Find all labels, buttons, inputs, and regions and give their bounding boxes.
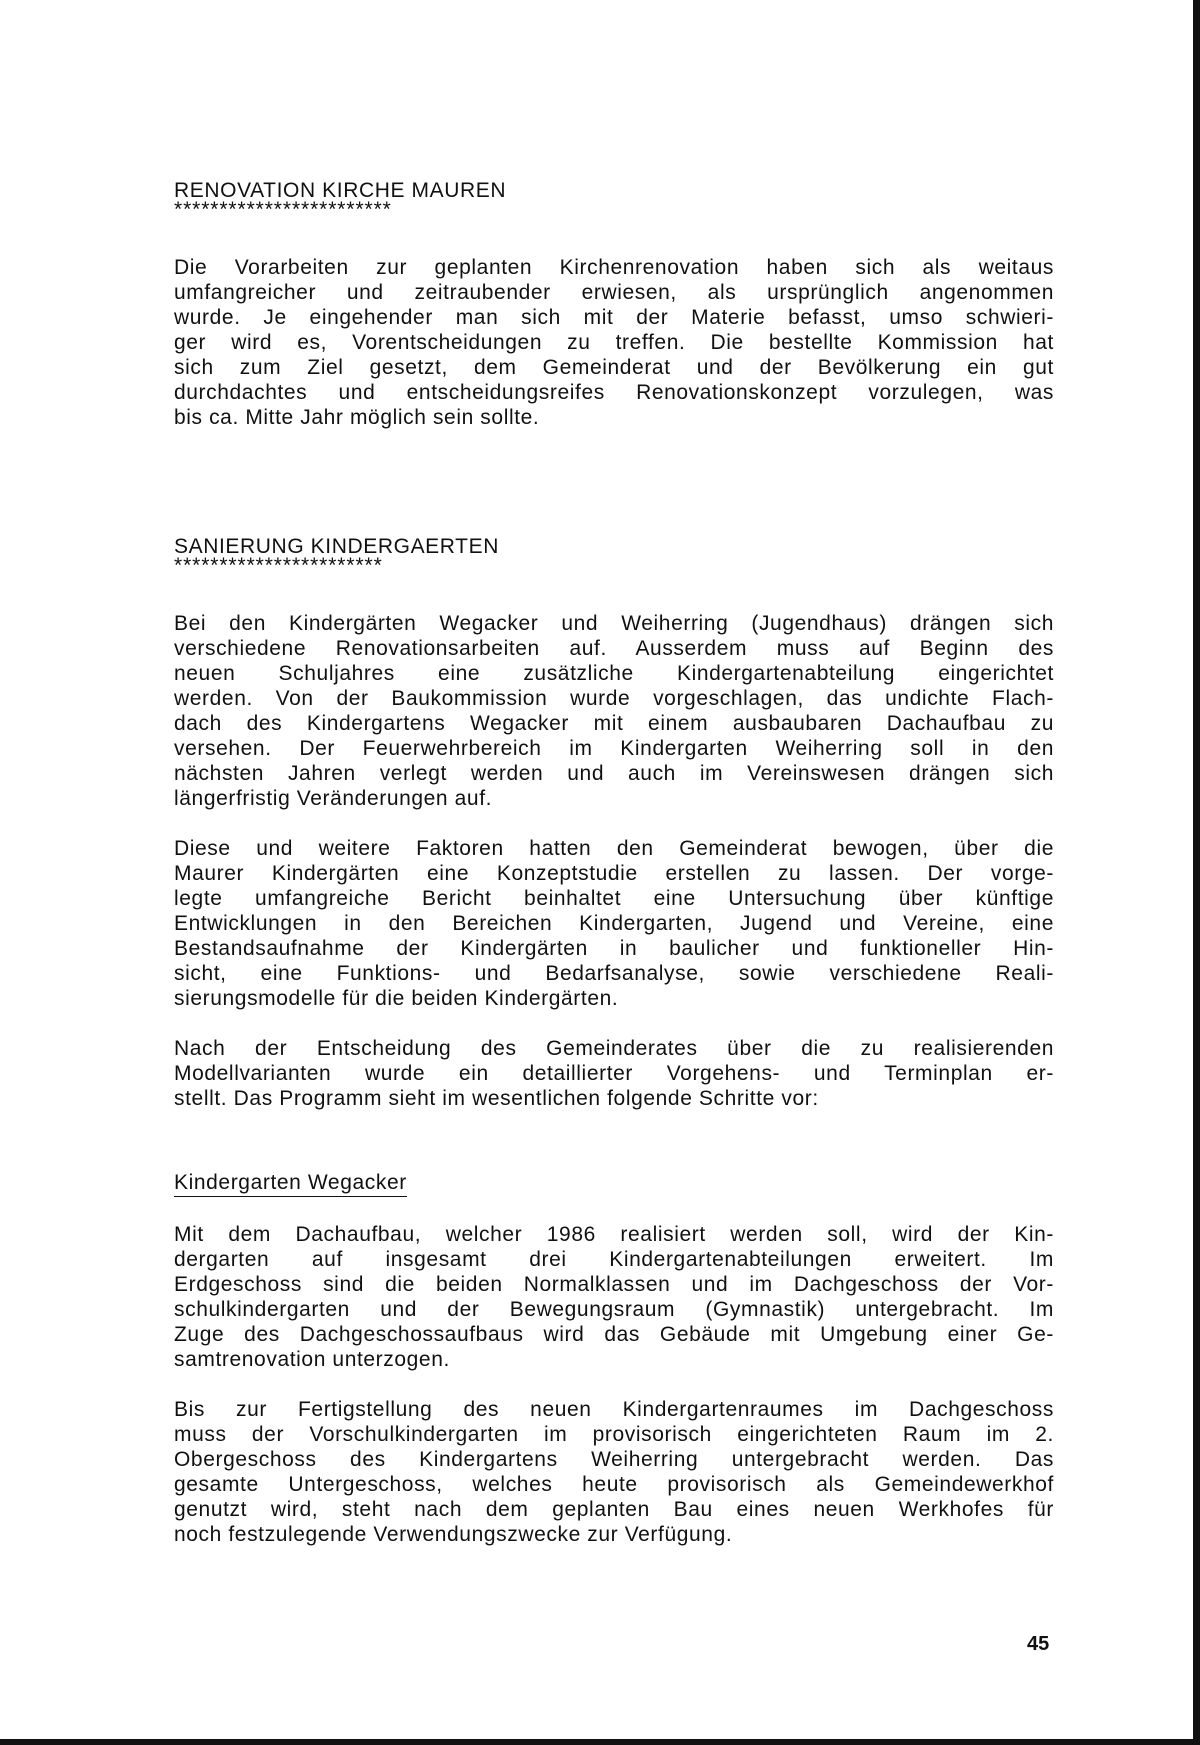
text-line: Nach der Entscheidung des Gemeinderates über die zu realisierenden (174, 1037, 1054, 1060)
text-line: Mit dem Dachaufbau, welcher 1986 realisiert werden soll, wird der Kin- (174, 1223, 1054, 1246)
text-line: Bei den Kindergärten Wegacker und Weiherring (Jugendhaus) drängen sich (174, 612, 1054, 635)
text-line: nächsten Jahren verlegt werden und auch im Vereinswesen drängen sich (174, 762, 1054, 785)
text-line: verschiedene Renovationsarbeiten auf. Ausserdem muss auf Beginn des (174, 637, 1054, 660)
text-line: bis ca. Mitte Jahr möglich sein sollte. (174, 406, 540, 429)
text-line: Zuge des Dachgeschossaufbaus wird das Gebäude mit Umgebung einer Ge- (174, 1323, 1054, 1346)
text-line: noch festzulegende Verwendungszwecke zur Verfügung. (174, 1523, 733, 1546)
paragraph (174, 1036, 1054, 1111)
text-line: wurde. Je eingehender man sich mit der Materie befasst, umso schwieri- (174, 306, 1054, 329)
paragraph (174, 836, 1054, 1011)
document-body (174, 178, 1054, 1547)
title-underline-stars: ************************ (174, 198, 392, 221)
text-line: Modellvarianten wurde ein detaillierter Vorgehens- und Terminplan er- (174, 1062, 1054, 1085)
text-line: gesamte Untergeschoss, welches heute provisorisch als Gemeindewerkhof (174, 1473, 1054, 1496)
text-line: umfangreicher und zeitraubender erwiesen, als ursprünglich angenommen (174, 281, 1054, 304)
section-sanierung-kindergaerten (174, 534, 1054, 1111)
text-line: Maurer Kindergärten eine Konzeptstudie erstellen zu lassen. Der vorge- (174, 862, 1054, 885)
text-line: stellt. Das Programm sieht im wesentlichen folgende Schritte vor: (174, 1087, 819, 1110)
text-line: dach des Kindergartens Wegacker mit einem ausbaubaren Dachaufbau zu (174, 712, 1054, 735)
text-line: werden. Von der Baukommission wurde vorgeschlagen, das undichte Flach- (174, 687, 1054, 710)
text-line: schulkindergarten und der Bewegungsraum (Gymnastik) untergebracht. Im (174, 1298, 1054, 1321)
text-line: Bis zur Fertigstellung des neuen Kindergartenraumes im Dachgeschoss (174, 1398, 1054, 1421)
paragraph (174, 255, 1054, 430)
text-line: sich zum Ziel gesetzt, dem Gemeinderat und der Bevölkerung ein gut (174, 356, 1054, 379)
subsection-title: Kindergarten Wegacker (174, 1170, 407, 1197)
text-line: längerfristig Veränderungen auf. (174, 787, 493, 810)
text-line: sicht, eine Funktions- und Bedarfsanalyse, sowie verschiedene Reali- (174, 962, 1054, 985)
section-renovation-kirche (174, 178, 1054, 430)
text-line: Die Vorarbeiten zur geplanten Kirchenrenovation haben sich als weitaus (174, 256, 1054, 279)
text-line: dergarten auf insgesamt drei Kindergartenabteilungen erweitert. Im (174, 1248, 1054, 1271)
text-line: genutzt wird, steht nach dem geplanten Bau eines neuen Werkhofes für (174, 1498, 1054, 1521)
text-line: legte umfangreiche Bericht beinhaltet eine Untersuchung über künftige (174, 887, 1054, 910)
page-number: 45 (1027, 1633, 1050, 1655)
text-line: muss der Vorschulkindergarten im provisorisch eingerichteten Raum im 2. (174, 1423, 1054, 1446)
subsection-kindergarten-wegacker (174, 1170, 1054, 1547)
text-line: samtrenovation unterzogen. (174, 1348, 450, 1371)
text-line: Entwicklungen in den Bereichen Kindergarten, Jugend und Vereine, eine (174, 912, 1054, 935)
text-line: neuen Schuljahres eine zusätzliche Kindergartenabteilung eingerichtet (174, 662, 1054, 685)
paragraph (174, 611, 1054, 811)
paragraph (174, 1222, 1054, 1372)
text-line: Erdgeschoss sind die beiden Normalklassen und im Dachgeschoss der Vor- (174, 1273, 1054, 1296)
section-title: RENOVATION KIRCHE MAUREN (174, 179, 507, 202)
title-underline-stars: *********************** (174, 554, 383, 577)
text-line: Bestandsaufnahme der Kindergärten in baulicher und funktioneller Hin- (174, 937, 1054, 960)
text-line: sierungsmodelle für die beiden Kindergärten. (174, 987, 619, 1010)
text-line: versehen. Der Feuerwehrbereich im Kindergarten Weiherring soll in den (174, 737, 1054, 760)
text-line: Diese und weitere Faktoren hatten den Gemeinderat bewogen, über die (174, 837, 1054, 860)
section-title: SANIERUNG KINDERGAERTEN (174, 535, 499, 558)
text-line: durchdachtes und entscheidungsreifes Renovationskonzept vorzulegen, was (174, 381, 1054, 404)
paragraph (174, 1397, 1054, 1547)
text-line: ger wird es, Vorentscheidungen zu treffen. Die bestellte Kommission hat (174, 331, 1054, 354)
text-line: Obergeschoss des Kindergartens Weiherring untergebracht werden. Das (174, 1448, 1054, 1471)
